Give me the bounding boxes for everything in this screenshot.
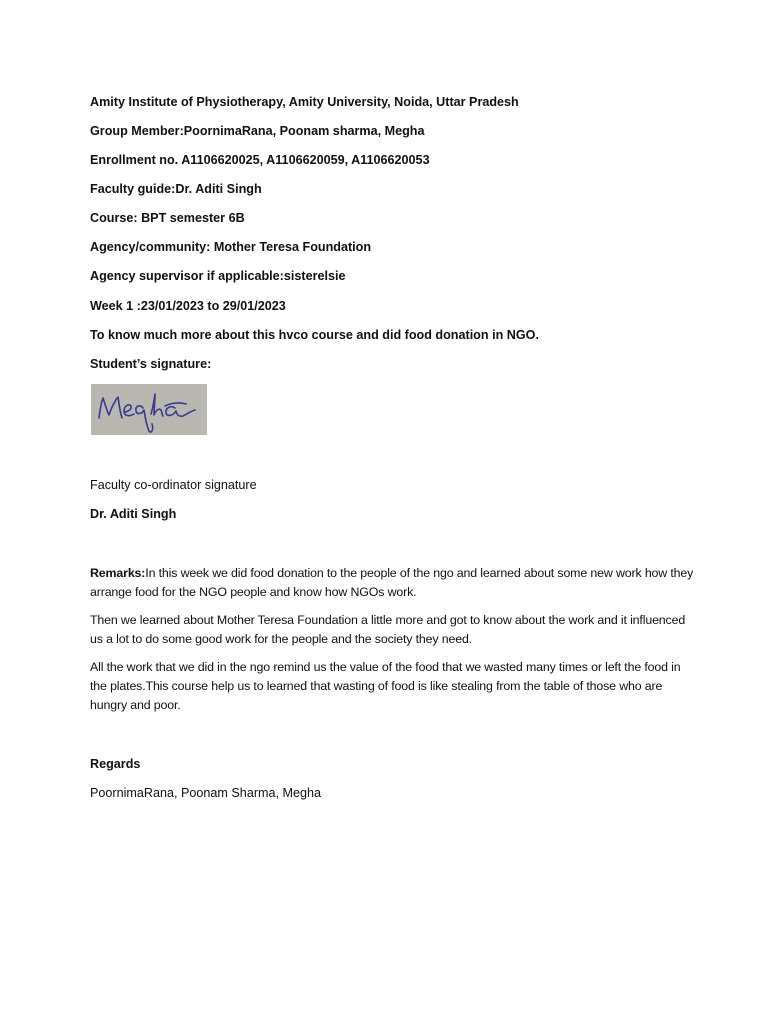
group-member-line: Group Member:PoornimaRana, Poonam sharma, Megha [90, 124, 425, 138]
remarks-paragraph-1 [90, 564, 700, 602]
remarks-paragraph-2: Then we learned about Mother Teresa Foundation a little more and got to know about the work and it influenced us a lot to do some good work for the people and the society they need. [90, 613, 686, 646]
remarks-label: Remarks: [90, 566, 146, 580]
closing-names: PoornimaRana, Poonam Sharma, Megha [90, 786, 322, 800]
remarks-paragraph-3: All the work that we did in the ngo remind us the value of the food that we wasted many times or left the food in the plates.This course help us to learned that wasting of food is like stealing from the table of those who are hungry and poor. [90, 660, 681, 712]
signature-scribble [91, 384, 207, 435]
faculty-coordinator-label: Faculty co-ordinator signature [90, 478, 257, 492]
agency-supervisor-line: Agency supervisor if applicable:sisterelsie [90, 269, 346, 283]
student-signature-image [91, 384, 207, 435]
faculty-coordinator-name: Dr. Aditi Singh [90, 507, 177, 521]
activity-line: To know much more about this hvco course and did food donation in NGO. [90, 328, 539, 342]
agency-line: Agency/community: Mother Teresa Foundation [90, 240, 372, 254]
remarks-text-1: In this week we did food donation to the people of the ngo and learned about some new work how they arrange food for the NGO people and know how NGOs work. [90, 566, 694, 599]
regards-label: Regards [90, 757, 141, 771]
student-signature-label: Student’s signature: [90, 357, 212, 371]
week-line: Week 1 :23/01/2023 to 29/01/2023 [90, 299, 286, 313]
enrollment-line: Enrollment no. A1106620025, A1106620059, A1106620053 [90, 153, 430, 167]
faculty-guide-line: Faculty guide:Dr. Aditi Singh [90, 182, 262, 196]
institute-line: Amity Institute of Physiotherapy, Amity University, Noida, Uttar Pradesh [90, 95, 519, 109]
course-line: Course: BPT semester 6B [90, 211, 245, 225]
